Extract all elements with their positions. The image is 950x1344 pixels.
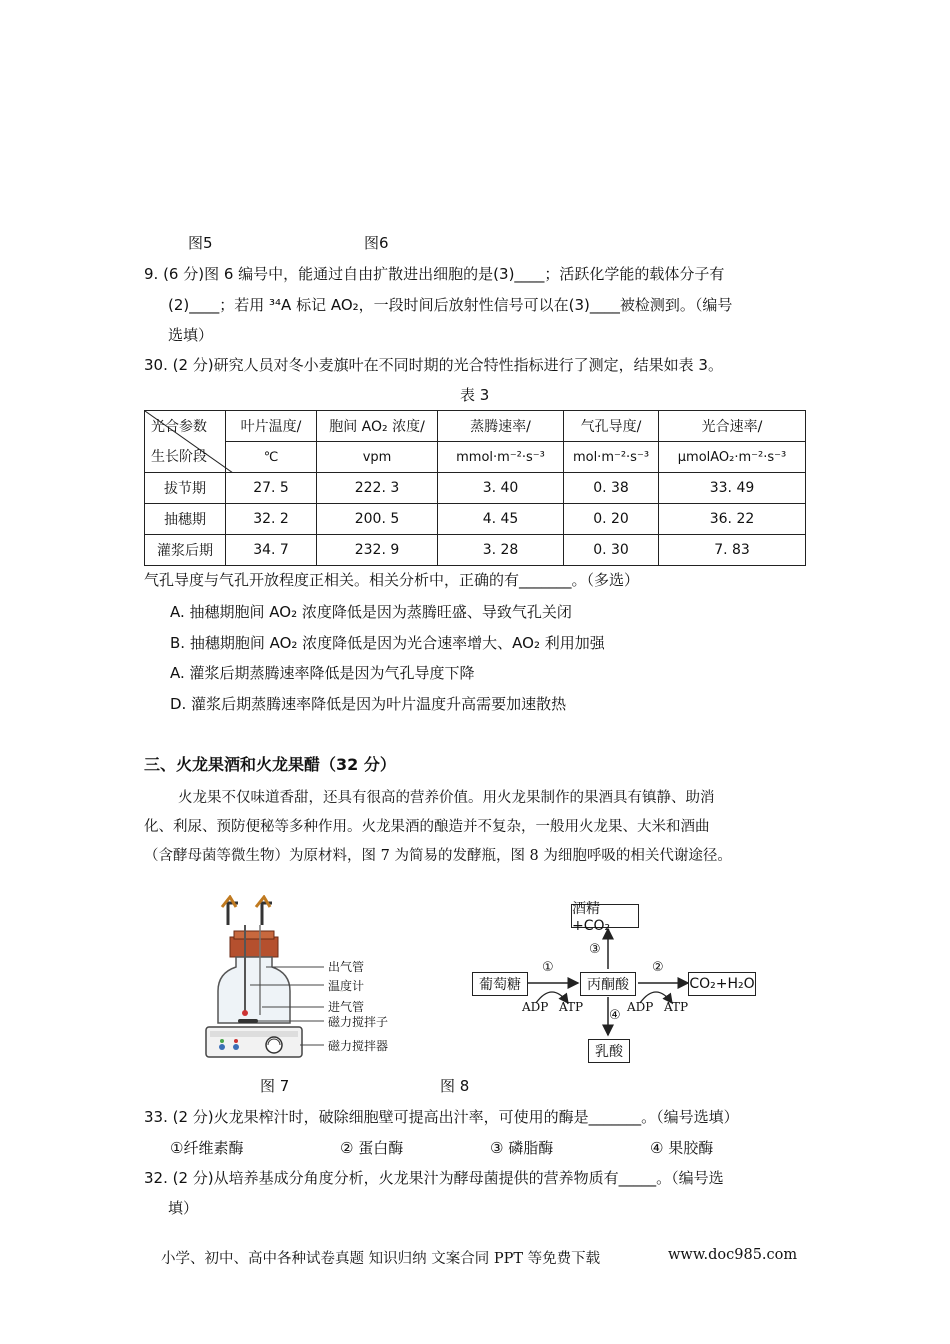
section3-para-line3: （含酵母菌等微生物）为原材料，图 7 为简易的发酵瓶，图 8 为细胞呼吸的相关代谢途径。	[144, 848, 732, 864]
header-bottom: vpm	[317, 442, 438, 473]
header-top: 蒸腾速率/	[438, 411, 564, 442]
atp-label-2: ATP	[664, 1000, 689, 1014]
value-cell: 3. 28	[438, 535, 564, 566]
value-cell: 3. 40	[438, 473, 564, 504]
stage-cell: 抽穗期	[145, 504, 226, 535]
value-cell: 200. 5	[317, 504, 438, 535]
atp-label-1: ATP	[559, 1000, 584, 1014]
q9-line2: (2)____；若用 ³⁴A 标记 AO₂，一段时间后放射性信号可以在(3)____被检测到。（编号	[168, 296, 733, 314]
glucose-box: 葡萄糖	[472, 972, 528, 996]
q30-option-d: D. 灌浆后期蒸腾速率降低是因为叶片温度升高需要加速散热	[170, 695, 567, 713]
header-bottom: μmolAO₂·m⁻²·s⁻³	[659, 442, 806, 473]
value-cell: 0. 30	[564, 535, 659, 566]
value-cell: 4. 45	[438, 504, 564, 535]
corner-bottom: 生长阶段	[151, 449, 207, 465]
label-inlet-tube: 进气管	[328, 1000, 365, 1014]
q30-option-b: B. 抽穗期胞间 AO₂ 浓度降低是因为光合速率增大、AO₂ 利用加强	[170, 634, 605, 652]
label-stirrer: 磁力搅拌器	[328, 1039, 389, 1053]
stage-cell: 灌浆后期	[145, 535, 226, 566]
pyruvate-box: 丙酮酸	[580, 972, 636, 996]
value-cell: 33. 49	[659, 473, 806, 504]
header-top: 光合速率/	[659, 411, 806, 442]
table-title: 表 3	[460, 386, 490, 404]
adp-label-2: ADP	[627, 1000, 654, 1014]
section3-para-line2: 化、利尿、预防便秘等多种作用。火龙果酒的酿造并不复杂，一般用火龙果、大米和酒曲	[144, 819, 710, 835]
label-thermometer: 温度计	[328, 979, 365, 993]
photosynthesis-table	[144, 410, 806, 566]
value-cell: 0. 20	[564, 504, 659, 535]
value-cell: 27. 5	[226, 473, 317, 504]
value-cell: 232. 9	[317, 535, 438, 566]
q33-option-2: ② 蛋白酶	[340, 1139, 404, 1157]
fig7-caption: 图 7	[260, 1077, 290, 1095]
label-outlet-tube: 出气管	[328, 960, 365, 974]
stage-cell: 拔节期	[145, 473, 226, 504]
header-corner	[145, 411, 226, 473]
q9-line1: 9. (6 分)图 6 编号中，能通过自由扩散进出细胞的是(3)____；活跃化学能的载体分子有	[144, 265, 725, 283]
table-row	[145, 535, 806, 566]
value-cell: 34. 7	[226, 535, 317, 566]
q30-option-c: A. 灌浆后期蒸腾速率降低是因为气孔导度下降	[170, 664, 475, 682]
section3-title: 三、火龙果酒和火龙果醋（32 分）	[144, 755, 396, 774]
value-cell: 32. 2	[226, 504, 317, 535]
value-cell: 7. 83	[659, 535, 806, 566]
q32-line2: 填）	[168, 1199, 199, 1217]
q9-line3: 选填）	[168, 326, 214, 344]
q30-text: 30. (2 分)研究人员对冬小麦旗叶在不同时期的光合特性指标进行了测定，结果如表 3。	[144, 356, 723, 374]
step-3-label: ③	[589, 942, 601, 957]
alcohol-box: 酒精+CO₂	[571, 904, 639, 928]
q33-text: 33. (2 分)火龙果榨汁时，破除细胞壁可提高出汁率，可使用的酶是_______。（编号选填）	[144, 1108, 739, 1126]
header-bottom: mol·m⁻²·s⁻³	[564, 442, 659, 473]
value-cell: 36. 22	[659, 504, 806, 535]
fig8-caption: 图 8	[440, 1077, 470, 1095]
table-row	[145, 473, 806, 504]
q30-note: 气孔导度与气孔开放程度正相关。相关分析中，正确的有_______。（多选）	[144, 571, 640, 589]
adp-label-1: ADP	[522, 1000, 549, 1014]
lactic-box: 乳酸	[588, 1039, 630, 1063]
footer-url[interactable]: www.doc985.com	[668, 1247, 798, 1263]
q30-option-a: A. 抽穗期胞间 AO₂ 浓度降低是因为蒸腾旺盛、导致气孔关闭	[170, 603, 572, 621]
q33-option-1: ①纤维素酶	[170, 1139, 244, 1157]
header-bottom: mmol·m⁻²·s⁻³	[438, 442, 564, 473]
step-1-label: ①	[542, 960, 554, 975]
table-row	[145, 504, 806, 535]
value-cell: 222. 3	[317, 473, 438, 504]
fig6-label: 图6	[364, 234, 389, 252]
q33-option-4: ④ 果胶酶	[650, 1139, 714, 1157]
q32-line1: 32. (2 分)从培养基成分角度分析，火龙果汁为酵母菌提供的营养物质有_____。（编号选	[144, 1169, 724, 1187]
header-bottom: ℃	[226, 442, 317, 473]
header-top: 胞间 AO₂ 浓度/	[317, 411, 438, 442]
corner-top: 光合参数	[151, 419, 207, 435]
step-4-label: ④	[609, 1008, 621, 1023]
header-top: 气孔导度/	[564, 411, 659, 442]
q33-option-3: ③ 磷脂酶	[490, 1139, 554, 1157]
header-top: 叶片温度/	[226, 411, 317, 442]
label-stir-bar: 磁力搅拌子	[328, 1015, 389, 1029]
fig5-label: 图5	[188, 234, 213, 252]
footer-text: 小学、初中、高中各种试卷真题 知识归纳 文案合同 PPT 等免费下载	[161, 1251, 601, 1267]
step-2-label: ②	[652, 960, 664, 975]
co2-water-box: CO₂+H₂O	[688, 972, 756, 996]
value-cell: 0. 38	[564, 473, 659, 504]
section3-para-line1: 火龙果不仅味道香甜，还具有很高的营养价值。用火龙果制作的果酒具有镇静、助消	[178, 790, 715, 806]
